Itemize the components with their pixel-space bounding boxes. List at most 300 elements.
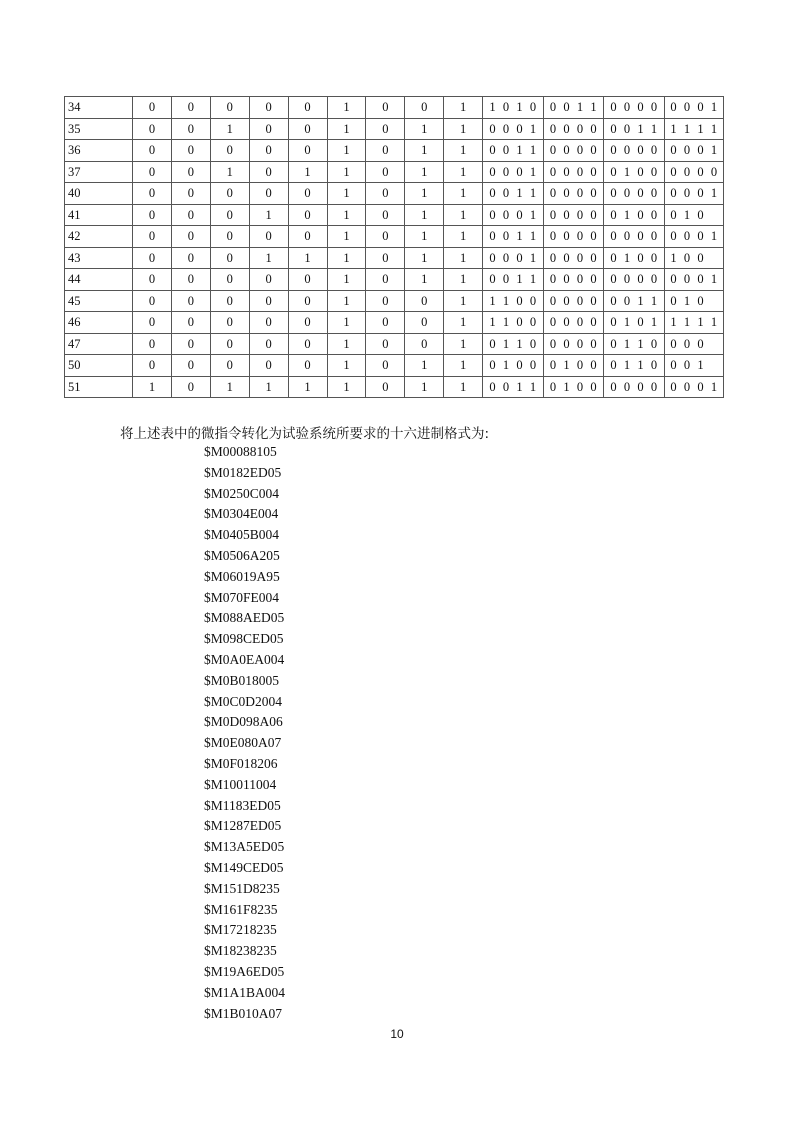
bit-group-cell [664, 161, 723, 183]
table-row [65, 247, 724, 269]
address-cell: 46 [65, 312, 133, 334]
table-row [65, 183, 724, 205]
bit-digit: 0 [670, 186, 677, 201]
bit-group-cell [483, 140, 543, 162]
address-cell: 40 [65, 183, 133, 205]
bit-digit: 0 [637, 379, 644, 394]
bit-digit: 0 [502, 143, 510, 158]
bit-digit: 0 [563, 250, 570, 265]
hex-code-item: $M098CED05 [204, 631, 284, 647]
bit-group-cell [664, 376, 723, 398]
bit-digit: 0 [670, 379, 677, 394]
bit-digit: 0 [697, 379, 704, 394]
bit-group-cell [543, 226, 603, 248]
bit-cell: 0 [366, 247, 405, 269]
address-cell: 36 [65, 140, 133, 162]
bit-cell: 1 [327, 161, 366, 183]
bit-cell: 0 [133, 247, 172, 269]
bit-group-cell [604, 355, 664, 377]
bit-digit: 0 [590, 315, 597, 330]
bit-digit: 1 [670, 250, 677, 265]
table-row [65, 355, 724, 377]
bit-cell: 0 [288, 333, 327, 355]
bit-cell: 0 [249, 118, 288, 140]
table-row [65, 333, 724, 355]
bit-digit: 1 [563, 358, 570, 373]
bit-digit: 1 [637, 336, 644, 351]
bit-group-cell [483, 333, 543, 355]
bit-digit: 0 [670, 207, 677, 222]
bit-digit: 0 [650, 164, 658, 179]
bit-group-cell [543, 269, 603, 291]
bit-digit: 0 [529, 358, 537, 373]
bit-cell: 0 [249, 290, 288, 312]
bit-digit: 0 [502, 164, 510, 179]
bit-digit: 0 [610, 121, 617, 136]
bit-cell: 0 [171, 247, 210, 269]
bit-digit: 0 [610, 207, 617, 222]
bit-digit: 0 [623, 100, 631, 115]
address-cell: 35 [65, 118, 133, 140]
hex-code-item: $M1287ED05 [204, 818, 282, 834]
bit-digit: 0 [697, 143, 704, 158]
bit-digit: 0 [489, 143, 496, 158]
bit-digit: 0 [590, 336, 597, 351]
bit-group-cell [543, 333, 603, 355]
bit-cell: 0 [288, 97, 327, 119]
bit-digit: 0 [650, 336, 658, 351]
bit-digit: 0 [610, 272, 617, 287]
table-row [65, 97, 724, 119]
bit-digit: 1 [502, 358, 510, 373]
hex-code-item: $M161F8235 [204, 901, 278, 917]
bit-cell: 0 [288, 183, 327, 205]
bit-digit: 0 [489, 121, 496, 136]
bit-digit: 1 [623, 164, 631, 179]
bit-digit: 1 [502, 293, 510, 308]
bit-digit: 0 [683, 250, 691, 265]
hex-code-item: $M0182ED05 [204, 464, 282, 480]
bit-cell: 1 [444, 161, 483, 183]
address-cell: 51 [65, 376, 133, 398]
bit-digit: 1 [637, 121, 644, 136]
bit-cell: 0 [249, 333, 288, 355]
bit-digit: 0 [637, 143, 644, 158]
table-row [65, 204, 724, 226]
address-cell: 37 [65, 161, 133, 183]
bit-cell: 1 [405, 247, 444, 269]
bit-digit: 1 [637, 358, 644, 373]
bit-digit: 1 [529, 272, 537, 287]
bit-cell: 1 [444, 247, 483, 269]
bit-digit: 0 [516, 121, 523, 136]
table-row [65, 140, 724, 162]
bit-digit: 0 [516, 207, 523, 222]
bit-digit: 1 [502, 336, 510, 351]
hex-code-item: $M149CED05 [204, 859, 284, 875]
bit-group-cell [483, 118, 543, 140]
bit-cell: 1 [444, 376, 483, 398]
bit-cell: 0 [133, 226, 172, 248]
hex-code-item: $M19A6ED05 [204, 963, 285, 979]
bit-digit: 0 [516, 164, 523, 179]
bit-cell: 0 [366, 290, 405, 312]
bit-digit: 1 [516, 336, 523, 351]
bit-cell: 0 [210, 290, 249, 312]
bit-digit: 0 [549, 293, 557, 308]
bit-digit: 0 [670, 358, 677, 373]
bit-digit: 0 [590, 358, 597, 373]
bit-cell: 0 [171, 355, 210, 377]
bit-digit: 0 [590, 250, 597, 265]
bit-digit: 0 [576, 336, 584, 351]
bit-digit: 1 [670, 121, 677, 136]
bit-digit: 0 [489, 207, 496, 222]
bit-digit: 0 [683, 358, 691, 373]
address-cell: 42 [65, 226, 133, 248]
bit-group-cell [543, 290, 603, 312]
bit-digit: 0 [670, 229, 677, 244]
bit-digit: 0 [697, 207, 704, 222]
bit-digit: 0 [623, 293, 631, 308]
bit-digit: 0 [650, 250, 658, 265]
bit-group-cell [543, 204, 603, 226]
bit-digit: 1 [697, 358, 704, 373]
hex-code-item: $M088AED05 [204, 610, 285, 626]
bit-cell: 1 [444, 118, 483, 140]
bit-group-cell [664, 204, 723, 226]
bit-group-cell [483, 312, 543, 334]
hex-code-item: $M0F018206 [204, 755, 278, 771]
bit-digit: 1 [489, 293, 496, 308]
bit-group-cell [543, 355, 603, 377]
bit-digit: 0 [590, 186, 597, 201]
bit-digit: 1 [683, 207, 691, 222]
bit-cell: 0 [171, 269, 210, 291]
bit-group-cell [664, 97, 723, 119]
bit-cell: 0 [210, 333, 249, 355]
bit-digit: 0 [502, 272, 510, 287]
bit-digit: 0 [683, 229, 691, 244]
bit-cell: 0 [366, 161, 405, 183]
address-cell: 50 [65, 355, 133, 377]
bit-cell: 0 [171, 376, 210, 398]
bit-digit: 1 [529, 186, 537, 201]
bit-digit: 1 [697, 315, 704, 330]
address-cell: 41 [65, 204, 133, 226]
hex-code-item: $M1B010A07 [204, 1005, 283, 1021]
bit-digit: 0 [697, 229, 704, 244]
bit-cell: 0 [171, 161, 210, 183]
bit-digit: 0 [610, 336, 617, 351]
bit-cell: 1 [210, 161, 249, 183]
bit-cell: 0 [249, 161, 288, 183]
bit-cell: 1 [327, 290, 366, 312]
hex-code-item: $M0B018005 [204, 672, 280, 688]
bit-group-cell [543, 161, 603, 183]
bit-cell: 0 [210, 312, 249, 334]
bit-cell: 1 [327, 183, 366, 205]
bit-group-cell [483, 247, 543, 269]
bit-digit: 0 [489, 336, 496, 351]
bit-digit: 0 [516, 315, 523, 330]
bit-digit: 0 [670, 293, 677, 308]
bit-digit: 0 [489, 250, 496, 265]
bit-cell: 0 [210, 183, 249, 205]
bit-digit: 0 [683, 336, 691, 351]
bit-digit: 0 [610, 186, 617, 201]
bit-cell: 1 [327, 118, 366, 140]
bit-digit: 0 [489, 272, 496, 287]
bit-group-cell [664, 183, 723, 205]
bit-cell: 1 [444, 312, 483, 334]
bit-digit: 0 [489, 164, 496, 179]
bit-digit: 0 [563, 293, 570, 308]
bit-digit: 0 [650, 100, 658, 115]
bit-cell: 0 [288, 269, 327, 291]
bit-group-cell [604, 376, 664, 398]
bit-digit: 0 [650, 207, 658, 222]
bit-digit: 0 [516, 358, 523, 373]
bit-group-cell [604, 140, 664, 162]
bit-cell: 0 [249, 183, 288, 205]
bit-digit: 0 [502, 121, 510, 136]
bit-digit: 0 [576, 143, 584, 158]
hex-code-item: $M06019A95 [204, 568, 280, 584]
bit-digit: 0 [610, 379, 617, 394]
bit-cell: 0 [405, 312, 444, 334]
bit-digit: 0 [670, 164, 677, 179]
table-row [65, 312, 724, 334]
bit-cell: 0 [288, 355, 327, 377]
bit-cell: 1 [405, 161, 444, 183]
bit-digit: 1 [502, 315, 510, 330]
bit-cell: 0 [133, 333, 172, 355]
bit-digit: 0 [697, 336, 704, 351]
bit-digit: 1 [710, 315, 718, 330]
bit-digit: 0 [563, 272, 570, 287]
bit-digit: 1 [710, 379, 718, 394]
bit-digit: 0 [623, 143, 631, 158]
bit-digit: 0 [683, 100, 691, 115]
bit-cell: 0 [366, 355, 405, 377]
bit-digit: 0 [563, 229, 570, 244]
bit-cell: 1 [327, 355, 366, 377]
hex-code-item: $M0250C004 [204, 485, 280, 501]
bit-group-cell [543, 247, 603, 269]
bit-digit: 1 [623, 336, 631, 351]
bit-cell: 1 [444, 140, 483, 162]
bit-digit: 0 [683, 164, 691, 179]
bit-cell: 0 [133, 183, 172, 205]
bit-digit: 0 [576, 379, 584, 394]
bit-digit: 0 [529, 293, 537, 308]
bit-digit: 1 [683, 293, 691, 308]
address-cell: 34 [65, 97, 133, 119]
bit-digit: 0 [670, 100, 677, 115]
bit-digit: 0 [576, 207, 584, 222]
hex-code-item: $M10011004 [204, 776, 277, 792]
bit-group-cell [604, 118, 664, 140]
bit-digit: 0 [610, 100, 617, 115]
bit-cell: 1 [249, 247, 288, 269]
bit-digit: 0 [637, 229, 644, 244]
bit-digit: 0 [549, 207, 557, 222]
hex-code-item: $M0405B004 [204, 527, 280, 543]
bit-group-cell [483, 183, 543, 205]
bit-digit: 1 [710, 100, 718, 115]
bit-digit: 1 [623, 358, 631, 373]
bit-digit: 0 [637, 164, 644, 179]
bit-cell: 0 [405, 97, 444, 119]
bit-digit: 0 [650, 143, 658, 158]
bit-cell: 1 [327, 97, 366, 119]
bit-cell: 0 [210, 355, 249, 377]
bit-digit: 0 [683, 379, 691, 394]
bit-group-cell [483, 204, 543, 226]
bit-digit: 0 [623, 379, 631, 394]
bit-cell: 0 [288, 204, 327, 226]
bit-digit: 0 [637, 315, 644, 330]
bit-digit: 0 [670, 336, 677, 351]
bit-digit: 0 [549, 164, 557, 179]
bit-cell: 0 [171, 118, 210, 140]
bit-digit: 0 [563, 336, 570, 351]
bit-cell: 0 [133, 140, 172, 162]
bit-digit: 1 [623, 207, 631, 222]
bit-cell: 0 [171, 97, 210, 119]
bit-cell: 1 [327, 204, 366, 226]
bit-digit: 1 [529, 207, 537, 222]
bit-group-cell [604, 97, 664, 119]
bit-digit: 0 [590, 143, 597, 158]
bit-cell: 1 [327, 269, 366, 291]
bit-digit: 0 [502, 250, 510, 265]
bit-digit: 1 [529, 143, 537, 158]
bit-digit: 0 [549, 100, 557, 115]
bit-cell: 1 [405, 118, 444, 140]
bit-digit: 0 [637, 207, 644, 222]
bit-digit: 0 [576, 272, 584, 287]
bit-digit: 0 [683, 186, 691, 201]
bit-cell: 0 [133, 118, 172, 140]
bit-digit: 0 [697, 250, 704, 265]
bit-cell: 1 [288, 247, 327, 269]
bit-cell: 0 [171, 312, 210, 334]
bit-digit: 0 [590, 293, 597, 308]
bit-digit: 0 [610, 143, 617, 158]
bit-digit: 0 [670, 272, 677, 287]
bit-digit: 0 [563, 207, 570, 222]
bit-digit: 0 [590, 379, 597, 394]
bit-cell: 1 [405, 183, 444, 205]
bit-digit: 0 [683, 143, 691, 158]
bit-cell: 0 [210, 204, 249, 226]
bit-cell: 1 [327, 140, 366, 162]
intro-text: 将上述表中的微指令转化为试验系统所要求的十六进制格式为: [120, 426, 490, 442]
bit-digit: 0 [576, 186, 584, 201]
bit-cell: 0 [133, 355, 172, 377]
bit-cell: 1 [249, 204, 288, 226]
bit-cell: 0 [210, 247, 249, 269]
bit-cell: 1 [288, 376, 327, 398]
bit-cell: 0 [249, 140, 288, 162]
bit-digit: 1 [710, 186, 718, 201]
bit-cell: 1 [405, 140, 444, 162]
table-row [65, 226, 724, 248]
bit-cell: 1 [444, 269, 483, 291]
bit-digit: 0 [489, 229, 496, 244]
bit-digit: 0 [516, 250, 523, 265]
bit-cell: 0 [366, 312, 405, 334]
bit-digit: 1 [650, 121, 658, 136]
bit-cell: 1 [405, 355, 444, 377]
hex-code-item: $M070FE004 [204, 589, 280, 605]
bit-digit: 0 [549, 250, 557, 265]
bit-group-cell [664, 118, 723, 140]
table-row [65, 290, 724, 312]
bit-digit: 0 [697, 293, 704, 308]
bit-digit: 0 [637, 272, 644, 287]
bit-digit: 0 [590, 229, 597, 244]
bit-digit: 0 [650, 379, 658, 394]
bit-cell: 1 [133, 376, 172, 398]
bit-cell: 0 [210, 140, 249, 162]
bit-digit: 1 [670, 315, 677, 330]
bit-digit: 0 [697, 100, 704, 115]
bit-digit: 0 [549, 315, 557, 330]
bit-digit: 0 [610, 293, 617, 308]
bit-group-cell [664, 226, 723, 248]
bit-cell: 0 [133, 269, 172, 291]
bit-cell: 1 [444, 226, 483, 248]
hex-code-item: $M18238235 [204, 943, 277, 959]
bit-cell: 1 [327, 376, 366, 398]
bit-cell: 0 [210, 97, 249, 119]
bit-digit: 1 [697, 121, 704, 136]
bit-digit: 0 [529, 100, 537, 115]
bit-digit: 0 [610, 358, 617, 373]
bit-digit: 0 [563, 186, 570, 201]
bit-digit: 0 [563, 164, 570, 179]
bit-digit: 1 [529, 229, 537, 244]
bit-digit: 0 [590, 272, 597, 287]
bit-digit: 0 [563, 121, 570, 136]
hex-code-item: $M0506A205 [204, 547, 280, 563]
bit-cell: 0 [366, 183, 405, 205]
bit-cell: 0 [171, 333, 210, 355]
microinstruction-table [64, 96, 724, 398]
bit-digit: 0 [623, 186, 631, 201]
bit-digit: 0 [563, 100, 570, 115]
bit-cell: 0 [210, 226, 249, 248]
bit-digit: 1 [529, 250, 537, 265]
bit-group-cell [604, 183, 664, 205]
bit-group-cell [483, 376, 543, 398]
bit-digit: 0 [549, 229, 557, 244]
bit-digit: 1 [710, 143, 718, 158]
table-row [65, 269, 724, 291]
bit-digit: 0 [590, 121, 597, 136]
bit-digit: 0 [710, 164, 718, 179]
bit-digit: 0 [576, 293, 584, 308]
bit-cell: 1 [405, 376, 444, 398]
bit-group-cell [483, 161, 543, 183]
bit-cell: 1 [444, 204, 483, 226]
bit-group-cell [664, 333, 723, 355]
bit-digit: 1 [650, 315, 658, 330]
bit-digit: 0 [610, 315, 617, 330]
